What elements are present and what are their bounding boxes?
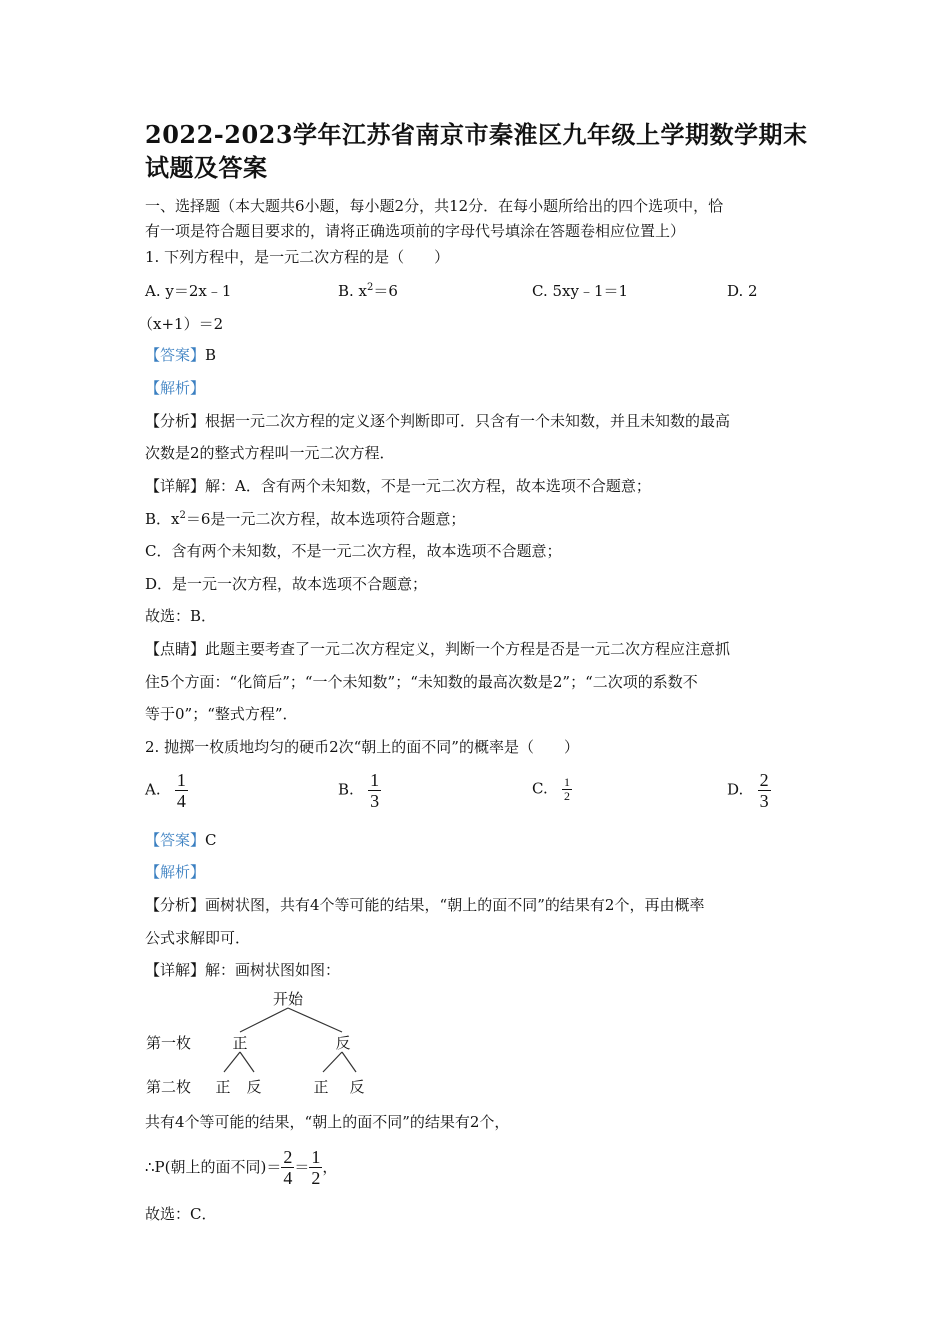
q1-option-d-continued: （x+1）＝2 — [138, 315, 224, 333]
q2-option-d-fraction: $\frac{2}{3}$ — [759, 770, 769, 811]
q1-answer: 【答案】B — [145, 346, 217, 364]
q1-fenxi-line1: 【分析】根据一元二次方程的定义逐个判断即可．只含有一个未知数，并且未知数的最高 — [145, 412, 731, 430]
tree-edge-left-right — [240, 1052, 254, 1072]
q1-choice: 故选：B． — [145, 607, 217, 625]
tree-leaf-tails-tails: 反 — [349, 1078, 365, 1096]
q2-formula-fraction-2: $\frac{1}{2}$ — [311, 1146, 321, 1188]
q1-option-a: A. y＝2x﹣1 — [145, 282, 232, 300]
tree-root-label: 开始 — [272, 990, 304, 1008]
document-title: 2022-2023学年江苏省南京市秦淮区九年级上学期数学期末试题及答案 — [145, 120, 808, 182]
q1-analysis-tag: 【解析】 — [145, 379, 206, 397]
q2-option-c: C. $\frac{1}{2}$ — [532, 775, 571, 803]
q1-dianjing-line1: 【点睛】此题主要考查了一元二次方程定义，判断一个方程是否是一元二次方程应注意抓 — [145, 640, 731, 658]
q2-formula: ∴P(朝上的面不同)＝ $\frac{2}{4}$ ＝ $\frac{1}{2}$ ， — [145, 1146, 338, 1188]
q2-stem: 2. 抛掷一枚质地均匀的硬币2次“朝上的面不同”的概率是（ ） — [145, 738, 579, 756]
q2-option-d: D. $\frac{2}{3}$ — [727, 770, 769, 811]
q2-option-a-fraction: $\frac{1}{4}$ — [176, 770, 186, 811]
tree-level2-label: 第二枚 — [146, 1078, 192, 1096]
section-instruction-line2: 有一项是符合题目要求的，请将正确选项前的字母代号填涂在答题卷相应位置上） — [145, 222, 686, 240]
q1-detail-line: 【详解】解：A．含有两个未知数，不是一元二次方程，故本选项不合题意； — [145, 477, 651, 495]
tree-leaf-heads-heads: 正 — [215, 1078, 231, 1096]
tree-edge-right-left — [323, 1052, 342, 1072]
section-instruction-line1: 一、选择题（本大题共6小题，每小题2分，共12分．在每小题所给出的四个选项中，恰 — [145, 197, 724, 215]
tree-node-heads: 正 — [232, 1034, 248, 1052]
tree-leaf-heads-tails: 反 — [246, 1078, 262, 1096]
q2-fenxi-line2: 公式求解即可． — [145, 929, 251, 947]
q2-formula-fraction-1: $\frac{2}{4}$ — [283, 1146, 293, 1188]
tree-edge-left-left — [224, 1052, 240, 1072]
q2-answer: 【答案】C — [145, 831, 217, 849]
q2-option-a: A. $\frac{1}{4}$ — [145, 770, 186, 811]
q1-dianjing-line3: 等于0”；“整式方程”． — [145, 705, 298, 723]
q2-result-line: 共有4个等可能的结果，“朝上的面不同”的结果有2个， — [145, 1113, 510, 1131]
q1-fenxi-line2: 次数是2的整式方程叫一元二次方程． — [145, 444, 395, 462]
q2-fenxi-line1: 【分析】画树状图，共有4个等可能的结果，“朝上的面不同”的结果有2个，再由概率 — [145, 896, 705, 914]
tree-edge-right-right — [342, 1052, 356, 1072]
q1-detail-b: B．$x^2=6$是一元二次方程，故本选项符合题意； — [145, 510, 466, 528]
q1-option-d: D. 2 — [727, 282, 758, 300]
q1-detail-d: D．是一元一次方程，故本选项不合题意； — [145, 575, 428, 593]
q1-dianjing-line2: 住5个方面：“化简后”；“一个未知数”；“未知数的最高次数是2”；“二次项的系数不 — [145, 673, 698, 691]
tree-edge-root-right — [288, 1008, 342, 1032]
probability-tree-diagram — [140, 988, 380, 1100]
tree-level1-label: 第一枚 — [146, 1034, 192, 1052]
tree-leaf-tails-heads: 正 — [313, 1078, 329, 1096]
q1-detail-c: C．含有两个未知数，不是一元二次方程，故本选项不合题意； — [145, 542, 562, 560]
q2-detail-line: 【详解】解：画树状图如图： — [145, 961, 341, 979]
q1-stem: 1. 下列方程中，是一元二次方程的是（ ） — [145, 248, 450, 266]
q2-option-b-fraction: $\frac{1}{3}$ — [370, 770, 380, 811]
q2-choice: 故选：C． — [145, 1205, 217, 1223]
q1-option-c: C. 5xy﹣1＝1 — [532, 282, 629, 300]
q2-option-b: B. $\frac{1}{3}$ — [338, 770, 380, 811]
tree-edge-root-left — [240, 1008, 288, 1032]
q2-option-c-fraction: $\frac{1}{2}$ — [564, 775, 571, 803]
tree-node-tails: 反 — [335, 1034, 351, 1052]
q2-analysis-tag: 【解析】 — [145, 863, 206, 881]
q1-option-b: B. $x^2=6$ — [338, 282, 398, 300]
